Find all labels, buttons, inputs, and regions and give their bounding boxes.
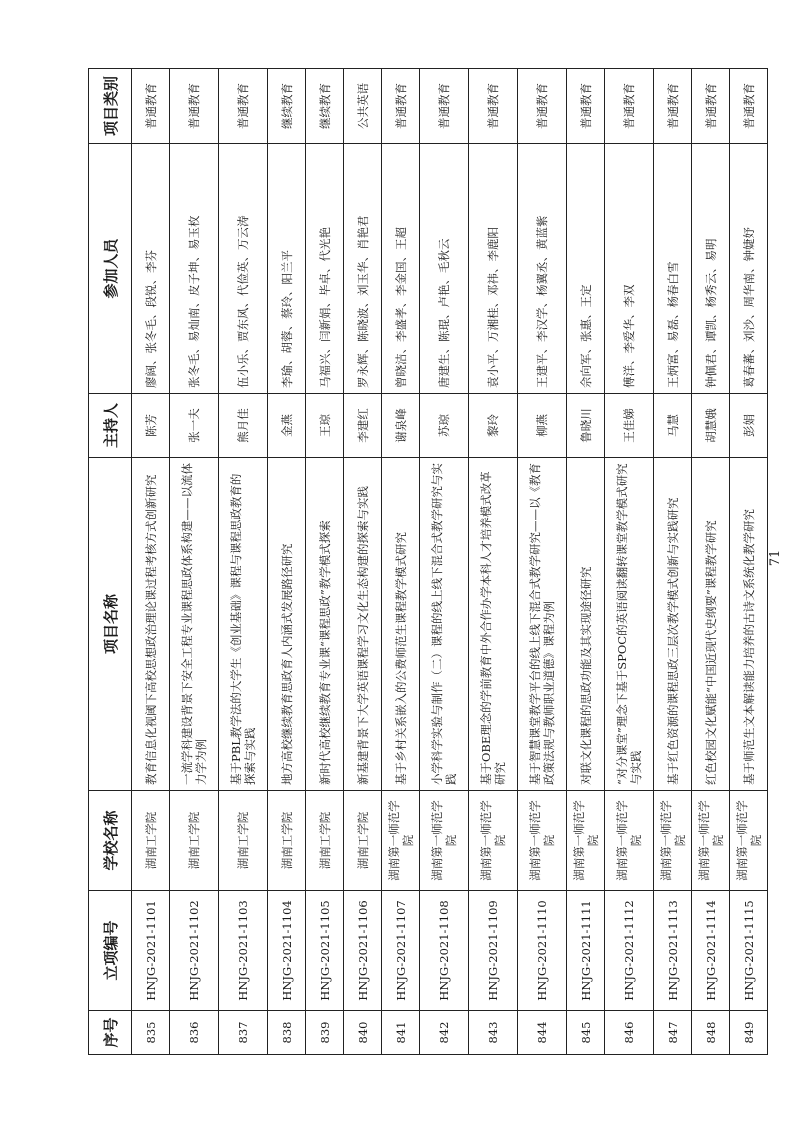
row-project: 小学科学实验与制作（二）课程的线上线下混合式教学研究与实践	[420, 458, 469, 791]
header-project: 项目名称	[89, 458, 132, 791]
row-members: 唐建生、陈琨、卢艳、毛秋云	[420, 144, 469, 394]
row-leader: 金燕	[268, 394, 306, 458]
row-category: 继续教育	[268, 69, 306, 144]
row-seq: 845	[567, 1011, 605, 1055]
row-seq: 840	[344, 1011, 382, 1055]
row-category: 普通教育	[170, 69, 219, 144]
row-code: HNJG-2021-1107	[382, 891, 420, 1011]
row-seq: 847	[654, 1011, 692, 1055]
row-project: 新基建背景下大学英语课程学习文化生态构建的探索与实践	[344, 458, 382, 791]
row-seq: 836	[170, 1011, 219, 1055]
table-row	[654, 69, 692, 1055]
row-members: 葛春蕃、刘沙、周华南、钟婕妤	[730, 144, 768, 394]
row-school: 湖南第一师范学院	[605, 791, 654, 891]
row-code: HNJG-2021-1103	[219, 891, 268, 1011]
row-code: HNJG-2021-1115	[730, 891, 768, 1011]
row-seq: 846	[605, 1011, 654, 1055]
table-row	[567, 69, 605, 1055]
row-members: 罗永辉、陈晓波、刘玉华、肖艳君	[344, 144, 382, 394]
row-code: HNJG-2021-1113	[654, 891, 692, 1011]
row-seq: 838	[268, 1011, 306, 1055]
table-row	[730, 69, 768, 1055]
row-project: 对联文化课程的思政功能及其实现途径研究	[567, 458, 605, 791]
row-category: 普通教育	[605, 69, 654, 144]
row-leader: 李建红	[344, 394, 382, 458]
row-school: 湖南第一师范学院	[420, 791, 469, 891]
row-code: HNJG-2021-1111	[567, 891, 605, 1011]
row-members: 袁小平、万湘桂、邓祎、李鹿阳	[469, 144, 518, 394]
row-code: HNJG-2021-1108	[420, 891, 469, 1011]
row-school: 湖南工学院	[344, 791, 382, 891]
row-seq: 844	[518, 1011, 567, 1055]
row-code: HNJG-2021-1101	[132, 891, 170, 1011]
row-leader: 王佳娣	[605, 394, 654, 458]
row-category: 普通教育	[469, 69, 518, 144]
table-row	[268, 69, 306, 1055]
row-members: 王炳富、易磊、杨春白雪	[654, 144, 692, 394]
row-leader: 胡慧娥	[692, 394, 730, 458]
row-school: 湖南工学院	[170, 791, 219, 891]
row-code: HNJG-2021-1105	[306, 891, 344, 1011]
table-row	[132, 69, 170, 1055]
table-row	[605, 69, 654, 1055]
row-category: 普通教育	[654, 69, 692, 144]
row-members: 李瑜、胡蓉、蔡玲、阳兰平	[268, 144, 306, 394]
row-seq: 843	[469, 1011, 518, 1055]
row-project: 基于师范生文本解读能力培养的古诗文系统化教学研究	[730, 458, 768, 791]
row-project: 基于OBE理念的学前教育中外合作办学本科人才培养模式改革研究	[469, 458, 518, 791]
row-code: HNJG-2021-1109	[469, 891, 518, 1011]
row-code: HNJG-2021-1114	[692, 891, 730, 1011]
table-row	[692, 69, 730, 1055]
row-members: 伍小乐、贾东风、代俭英、万云涛	[219, 144, 268, 394]
row-school: 湖南第一师范学院	[654, 791, 692, 891]
row-seq: 842	[420, 1011, 469, 1055]
row-school: 湖南第一师范学院	[692, 791, 730, 891]
row-members: 廖阔、张冬毛、段锐、李芬	[132, 144, 170, 394]
row-project: 教育信息化视阈下高校思想政治理论课过程考核方式创新研究	[132, 458, 170, 791]
row-project: 基于PBL教学法的大学生《创业基础》课程与课程思政教育的探索与实践	[219, 458, 268, 791]
row-category: 继续教育	[306, 69, 344, 144]
row-leader: 鲁晓川	[567, 394, 605, 458]
row-members: 马福兴、闫新娟、毕卓、代光艳	[306, 144, 344, 394]
table-row	[382, 69, 420, 1055]
row-seq: 839	[306, 1011, 344, 1055]
row-category: 普通教育	[420, 69, 469, 144]
row-leader: 黎玲	[469, 394, 518, 458]
row-leader: 王琼	[306, 394, 344, 458]
header-members: 参加人员	[89, 144, 132, 394]
table-row	[420, 69, 469, 1055]
row-category: 普通教育	[518, 69, 567, 144]
row-members: 钟佩君、谭凯、杨秀云、易明	[692, 144, 730, 394]
row-seq: 841	[382, 1011, 420, 1055]
page-number: 71	[768, 549, 783, 567]
row-code: HNJG-2021-1110	[518, 891, 567, 1011]
row-project: 新时代高校继续教育专业课“课程思政”教学模式探索	[306, 458, 344, 791]
row-school: 湖南工学院	[268, 791, 306, 891]
row-leader: 陈芳	[132, 394, 170, 458]
row-leader: 彭娟	[730, 394, 768, 458]
table-row	[344, 69, 382, 1055]
row-members: 曾晓洁、李盛孝、李金国、王超	[382, 144, 420, 394]
row-leader: 马慧	[654, 394, 692, 458]
row-project: 基于智慧课堂教学平台的线上线下混合式教学研究——以《教育政策法规与教师职业道德》课程为例	[518, 458, 567, 791]
row-leader: 熊月佳	[219, 394, 268, 458]
row-school: 湖南工学院	[219, 791, 268, 891]
row-seq: 848	[692, 1011, 730, 1055]
row-leader: 谢泉峰	[382, 394, 420, 458]
row-category: 普通教育	[219, 69, 268, 144]
row-school: 湖南工学院	[306, 791, 344, 891]
row-category: 普通教育	[730, 69, 768, 144]
row-school: 湖南第一师范学院	[382, 791, 420, 891]
row-members: 佘向军、张惠、王定	[567, 144, 605, 394]
row-project: 地方高校继续教育思政育人内涵式发展路径研究	[268, 458, 306, 791]
row-project: 基于红色资源的课程思政三层次教学模式创新与实践研究	[654, 458, 692, 791]
header-seq: 序号	[89, 1011, 132, 1055]
table-row	[219, 69, 268, 1055]
row-code: HNJG-2021-1102	[170, 891, 219, 1011]
row-project: 红色校园文化赋能“中国近现代史纲要”课程教学研究	[692, 458, 730, 791]
header-school: 学校名称	[89, 791, 132, 891]
row-code: HNJG-2021-1104	[268, 891, 306, 1011]
table-row	[170, 69, 219, 1055]
row-leader: 张一夫	[170, 394, 219, 458]
row-school: 湖南工学院	[132, 791, 170, 891]
row-code: HNJG-2021-1112	[605, 891, 654, 1011]
header-category: 项目类别	[89, 69, 132, 144]
row-leader: 柳燕	[518, 394, 567, 458]
row-seq: 849	[730, 1011, 768, 1055]
row-members: 张冬毛、易灿南、皮子坤、易玉枚	[170, 144, 219, 394]
header-leader: 主持人	[89, 394, 132, 458]
row-members: 王建平、李汉学、杨翼丞、黄蓝紫	[518, 144, 567, 394]
row-project: 一流学科建设背景下安全工程专业课程思政体系构建——以流体力学为例	[170, 458, 219, 791]
row-school: 湖南第一师范学院	[469, 791, 518, 891]
table-row	[469, 69, 518, 1055]
row-project: 基于乡村关系嵌入的公费师范生课程教学模式研究	[382, 458, 420, 791]
table-row	[306, 69, 344, 1055]
row-category: 普通教育	[567, 69, 605, 144]
table-header-row	[89, 69, 132, 1055]
table-row	[518, 69, 567, 1055]
row-members: 傅洋、李爱华、李双	[605, 144, 654, 394]
row-school: 湖南第一师范学院	[518, 791, 567, 891]
row-seq: 837	[219, 1011, 268, 1055]
row-school: 湖南第一师范学院	[730, 791, 768, 891]
row-seq: 835	[132, 1011, 170, 1055]
header-code: 立项编号	[89, 891, 132, 1011]
row-category: 普通教育	[382, 69, 420, 144]
project-table	[88, 68, 768, 1055]
row-category: 普通教育	[692, 69, 730, 144]
row-category: 公共英语	[344, 69, 382, 144]
row-school: 湖南第一师范学院	[567, 791, 605, 891]
row-project: “对分课堂”理念下基于SPOC的英语阅读翻转课堂教学模式研究与实践	[605, 458, 654, 791]
row-category: 普通教育	[132, 69, 170, 144]
row-leader: 苏琼	[420, 394, 469, 458]
row-code: HNJG-2021-1106	[344, 891, 382, 1011]
